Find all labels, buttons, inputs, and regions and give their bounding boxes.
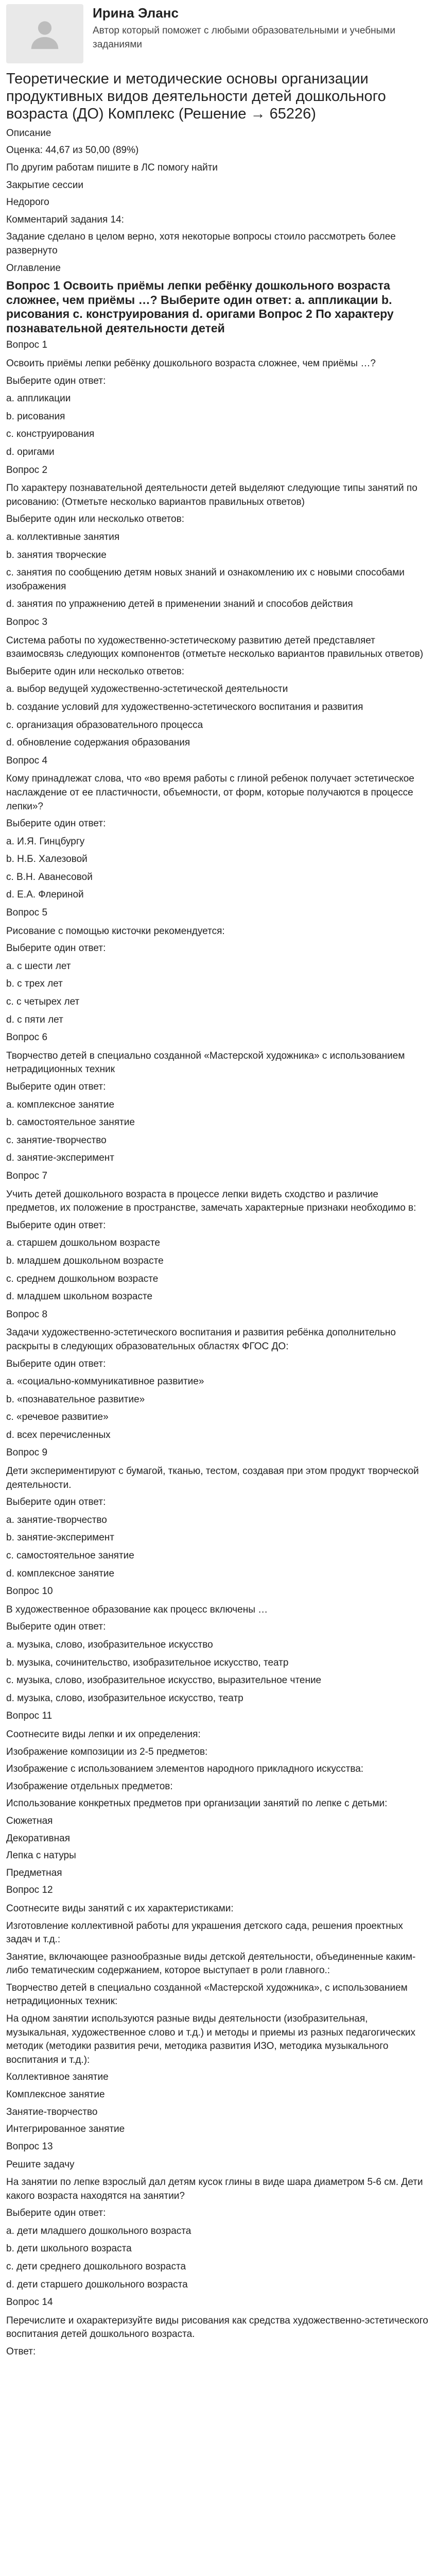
match-prompt: Изготовление коллективной работы для украшения детского сада, решения проектных задач и т.д.: <box>6 1920 403 1945</box>
match-answer: Комплексное занятие <box>6 2089 105 2100</box>
question-text: Соотнесите виды лепки и их определения: <box>6 1728 201 1740</box>
question-text: Система работы по художественно-эстетическому развитию детей представляет взаимосвязь следующих компонентов (отметьте несколько вариантов правильных ответов) <box>6 635 424 660</box>
match-prompt: Занятие, включающее разнообразные виды детской деятельности, объединенные каким-либо тематическим содержанием, которое выступает в роли главного.: <box>6 1951 416 1976</box>
answer-option: b. Н.Б. Халезовой <box>6 854 88 865</box>
author-info <box>93 4 430 52</box>
answer-option: a. старшем дошкольном возрасте <box>6 1238 160 1249</box>
question-number: Вопрос 7 <box>6 1170 48 1181</box>
answer-option: d. младшем школьном возрасте <box>6 1291 153 1302</box>
question-number: Вопрос 4 <box>6 755 48 766</box>
question-number: Вопрос 14 <box>6 2297 53 2308</box>
user-icon <box>27 16 63 52</box>
question-text: Творчество детей в специально созданной «Мастерской художника» с использованием нетрадиционных техник <box>6 1050 405 1075</box>
question-text: Освоить приёмы лепки ребёнку дошкольного возраста сложнее, чем приёмы …? <box>6 358 376 369</box>
answer-instruction: Выберите один ответ: <box>6 1621 106 1633</box>
answer-option: a. музыка, слово, изобразительное искусство <box>6 1639 213 1651</box>
answer-option: a. с шести лет <box>6 960 71 972</box>
answer-option: a. коллективные занятия <box>6 532 120 543</box>
question-block <box>6 2296 430 2359</box>
answer-option: b. создание условий для художественно-эстетического воспитания и развития <box>6 701 363 713</box>
question-number: Вопрос 11 <box>6 1710 53 1722</box>
question-text: Перечислите и охарактеризуйте виды рисования как средства художественно-эстетического воспитания детей дошкольного возраста. <box>6 2315 428 2340</box>
answer-option: b. рисования <box>6 411 65 422</box>
answer-option: c. музыка, слово, изобразительное искусство, выразительное чтение <box>6 1675 322 1686</box>
question-text: Учить детей дошкольного возраста в процессе лепки видеть сходство и различие предметов, их положение в пространстве, замечать характерные признаки необходимо в: <box>6 1189 416 1214</box>
question-block <box>6 338 430 459</box>
question-number: Вопрос 8 <box>6 1309 48 1320</box>
answer-option: b. занятие-эксперимент <box>6 1532 114 1544</box>
answer-option: b. музыка, сочинительство, изобразительное искусство, театр <box>6 1657 289 1668</box>
comment-title: Комментарий задания 14: <box>6 214 124 225</box>
question-text: В художественное образование как процесс включены … <box>6 1604 268 1615</box>
author-avatar[interactable] <box>6 4 83 63</box>
question-number: Вопрос 10 <box>6 1586 53 1597</box>
answer-instruction: Выберите один или несколько ответов: <box>6 666 184 677</box>
match-prompt: Изображение композиции из 2-5 предметов: <box>6 1746 208 1757</box>
match-prompt: Изображение с использованием элементов народного прикладного искусства: <box>6 1764 364 1775</box>
question-block <box>6 616 430 750</box>
question-number: Вопрос 3 <box>6 616 48 628</box>
question-block <box>6 906 430 1027</box>
question-text: Решите задачу <box>6 2159 75 2171</box>
question-block <box>6 1709 430 1880</box>
answer-option: b. с трех лет <box>6 978 63 990</box>
question-text: Кому принадлежат слова, что «во время работы с глиной ребенок получает эстетическое наслаждение от ее пластичности, объемности, от форм, которые получаются в процессе лепки»? <box>6 773 414 812</box>
question-number: Вопрос 1 <box>6 340 48 351</box>
answer-option: c. среднем дошкольном возрасте <box>6 1273 159 1284</box>
question-number: Вопрос 13 <box>6 2141 53 2152</box>
question-block <box>6 754 430 902</box>
answer-instruction: Выберите один ответ: <box>6 1358 106 1369</box>
match-answer: Предметная <box>6 1867 62 1878</box>
answer-option: b. «познавательное развитие» <box>6 1394 145 1405</box>
answer-instruction: Выберите один ответ: <box>6 818 106 829</box>
match-prompt: Изображение отдельных предметов: <box>6 1781 173 1792</box>
answer-option: a. занятие-творчество <box>6 1514 107 1526</box>
page-title: Теоретические и методические основы организации продуктивных видов деятельности детей дошкольного возраста (ДО) Комплекс (Решение → 65226) <box>6 71 386 122</box>
question-number: Вопрос 9 <box>6 1447 48 1459</box>
match-answer: Интегрированное занятие <box>6 2124 125 2135</box>
answer-option: c. занятие-творчество <box>6 1134 107 1146</box>
answer-instruction: Выберите один ответ: <box>6 943 106 954</box>
question-text: Дети экспериментируют с бумагой, тканью, тестом, создавая при этом продукт творческой деятельности. <box>6 1466 419 1490</box>
match-answer: Сюжетная <box>6 1815 53 1826</box>
toc-text: Вопрос 1 Освоить приёмы лепки ребёнку дошкольного возраста сложнее, чем приёмы …? Выберите один ответ: a. аппликации b. рисования c. конструирования d. оригами Вопрос 2 По характеру познавательной деятельности детей <box>6 279 394 335</box>
question-block <box>6 1031 430 1165</box>
answer-option: a. дети младшего дошкольного возраста <box>6 2225 191 2236</box>
question-text: Задачи художественно-эстетического воспитания и развития ребёнка дополнительно раскрыты в следующих образовательных областях ФГОС ДО: <box>6 1327 396 1352</box>
match-prompt: На одном занятии используются разные виды деятельности (изобразительная, музыкальная, художественное слово и т.д.) и методы и приемы из разных педагогических методик (методики развития речи, методика развития ИЗО, методика музыкального воспитания и т.д.): <box>6 2013 416 2065</box>
match-answer: Лепка с натуры <box>6 1850 76 1861</box>
question-block <box>6 1585 430 1705</box>
question-block <box>6 1884 430 2137</box>
answer-instruction: Выберите один ответ: <box>6 1219 106 1231</box>
answer-option: d. обновление содержания образования <box>6 737 190 749</box>
comment-text: Задание сделано в целом верно, хотя некоторые вопросы стоило рассмотреть более развернуто <box>6 231 396 256</box>
question-text-2: На занятии по лепке взрослый дал детям кусок глины в виде шара диаметром 5-6 см. Дети какого возраста находятся на занятии? <box>6 2177 423 2201</box>
question-number: Вопрос 12 <box>6 1885 53 1896</box>
answer-option: d. дети старшего дошкольного возраста <box>6 2279 188 2290</box>
answer-option: d. Е.А. Флериной <box>6 889 84 901</box>
answer-option: a. выбор ведущей художественно-эстетической деятельности <box>6 684 288 695</box>
answer-instruction: Выберите один ответ: <box>6 2208 106 2219</box>
answer-option: d. всех перечисленных <box>6 1429 111 1440</box>
question-block <box>6 1446 430 1581</box>
match-answer: Коллективное занятие <box>6 2072 109 2083</box>
question-number: Вопрос 6 <box>6 1032 48 1043</box>
answer-option: c. В.Н. Аванесовой <box>6 871 93 883</box>
answer-option: d. занятие-эксперимент <box>6 1153 114 1164</box>
toc-label: Оглавление <box>6 262 61 274</box>
session-text: Закрытие сессии <box>6 179 84 191</box>
answer-instruction: Выберите один или несколько ответов: <box>6 514 184 525</box>
answer-option: d. музыка, слово, изобразительное искусство, театр <box>6 1692 243 1704</box>
author-description: Автор который поможет с любыми образовательными и учебными заданиями <box>93 25 395 50</box>
contact-text: По другим работам пишите в ЛС помогу найти <box>6 162 218 173</box>
question-text: По характеру познавательной деятельности детей выделяют следующие типы занятий по рисованию: (Отметьте несколько вариантов правильных ответов) <box>6 483 417 507</box>
author-card <box>6 0 430 63</box>
answer-option: c. с четырех лет <box>6 996 80 1008</box>
answer-option: c. «речевое развитие» <box>6 1412 109 1423</box>
answer-instruction: Ответ: <box>6 2346 36 2357</box>
answer-instruction: Выберите один ответ: <box>6 375 106 386</box>
question-number: Вопрос 2 <box>6 464 48 476</box>
description-label: Описание <box>6 127 51 139</box>
question-block <box>6 464 430 612</box>
questions-list <box>6 338 430 2359</box>
answer-option: d. с пяти лет <box>6 1014 63 1025</box>
answer-option: a. аппликации <box>6 393 71 404</box>
answer-option: d. оригами <box>6 447 55 458</box>
question-block <box>6 1170 430 1304</box>
question-text: Рисование с помощью кисточки рекомендуется: <box>6 925 225 937</box>
answer-option: c. дети среднего дошкольного возраста <box>6 2261 186 2272</box>
answer-option: d. занятия по упражнению детей в применении знаний и способов действия <box>6 599 353 610</box>
match-prompt: Использование конкретных предметов при организации занятий по лепке с детьми: <box>6 1798 388 1809</box>
match-prompt: Творчество детей в специально созданной «Мастерской художника», с использованием нетрадиционных техник: <box>6 1982 408 2007</box>
answer-option: b. занятия творческие <box>6 549 107 561</box>
answer-instruction: Выберите один ответ: <box>6 1497 106 1508</box>
answer-option: c. конструирования <box>6 429 95 440</box>
match-answer: Занятие-творчество <box>6 2106 98 2117</box>
question-text: Соотнесите виды занятий с их характеристиками: <box>6 1903 234 1914</box>
answer-instruction: Выберите один ответ: <box>6 1081 106 1093</box>
grade-text: Недорого <box>6 197 49 208</box>
question-block <box>6 2140 430 2292</box>
answer-option: b. самостоятельное занятие <box>6 1117 135 1128</box>
answer-option: c. организация образовательного процесса <box>6 719 203 731</box>
answer-option: a. И.Я. Гинцбургу <box>6 836 85 847</box>
author-name[interactable]: Ирина Эланс <box>93 5 179 21</box>
answer-option: d. комплексное занятие <box>6 1568 115 1579</box>
answer-option: a. комплексное занятие <box>6 1099 115 1110</box>
answer-option: c. самостоятельное занятие <box>6 1550 134 1562</box>
answer-option: b. младшем дошкольном возрасте <box>6 1255 164 1266</box>
answer-option: a. «социально-коммуникативное развитие» <box>6 1376 204 1387</box>
question-number: Вопрос 5 <box>6 907 48 919</box>
match-answer: Декоративная <box>6 1833 71 1844</box>
question-block <box>6 1308 430 1443</box>
answer-option: b. дети школьного возраста <box>6 2243 132 2255</box>
answer-option: c. занятия по сообщению детям новых знаний и ознакомлению их с новыми способами изображения <box>6 567 405 592</box>
score-text: Оценка: 44,67 из 50,00 (89%) <box>6 145 139 156</box>
